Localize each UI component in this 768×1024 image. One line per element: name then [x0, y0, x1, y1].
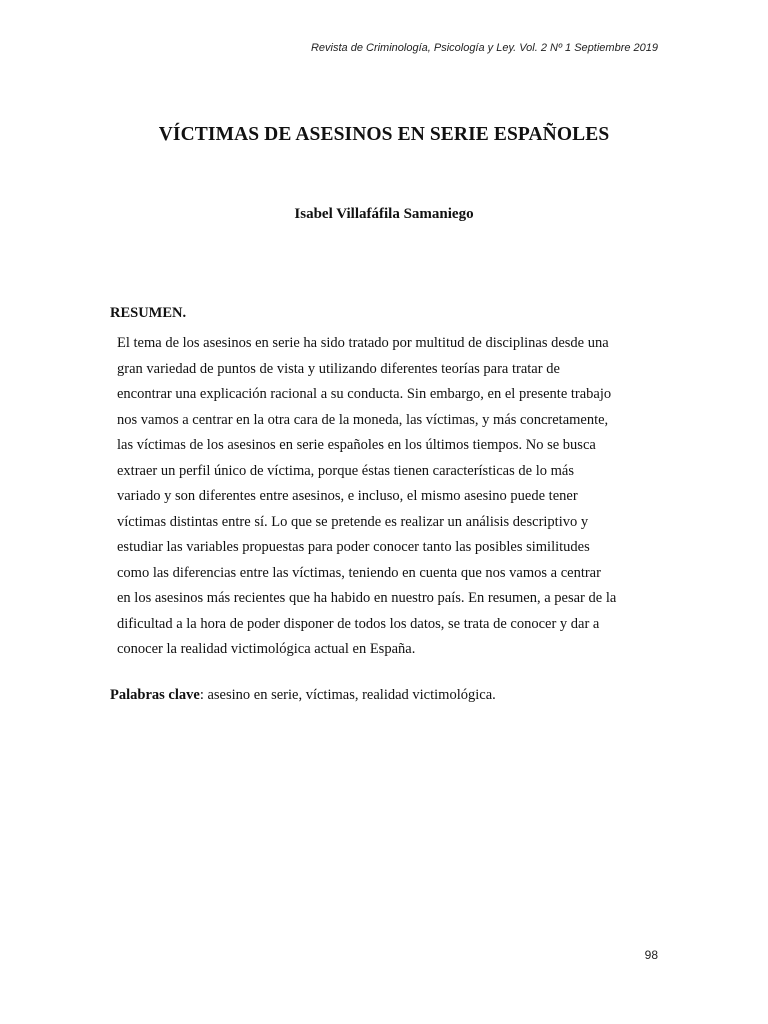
abstract-line: las víctimas de los asesinos en serie españoles en los últimos tiempos. No se busca [117, 437, 596, 453]
abstract-line: en los asesinos más recientes que ha habido en nuestro país. En resumen, a pesar de la [117, 590, 617, 606]
page-number: 98 [644, 948, 658, 962]
abstract-line: nos vamos a centrar en la otra cara de la moneda, las víctimas, y más concretamente, [117, 411, 609, 428]
abstract-line: gran variedad de puntos de vista y utilizando diferentes teorías para tratar de [117, 360, 560, 377]
keywords-text: : asesino en serie, víctimas, realidad victimológica. [199, 687, 496, 703]
journal-header: Revista de Criminología, Psicología y Ley. Vol. 2 Nº 1 Septiembre 2019 [310, 42, 658, 54]
abstract-line: El tema de los asesinos en serie ha sido tratado por multitud de disciplinas desde una [117, 335, 609, 351]
article-author: Isabel Villafáfila Samaniego [294, 206, 474, 222]
abstract-line: conocer la realidad victimológica actual en España. [117, 641, 416, 657]
abstract-body [117, 333, 657, 665]
abstract-line: estudiar las variables propuestas para poder conocer tanto las posibles similitudes [117, 539, 590, 555]
abstract-line: dificultad a la hora de poder disponer de todos los datos, se trata de conocer y dar a [117, 615, 600, 632]
abstract-heading: RESUMEN. [110, 305, 187, 321]
abstract-line: extraer un perfil único de víctima, porque éstas tienen características de lo más [117, 462, 574, 479]
abstract-line: variado y son diferentes entre asesinos, e incluso, el mismo asesino puede tener [117, 488, 578, 504]
abstract-line: como las diferencias entre las víctimas, teniendo en cuenta que nos vamos a centrar [117, 564, 601, 581]
abstract-line: víctimas distintas entre sí. Lo que se pretende es realizar un análisis descriptivo y [117, 513, 589, 530]
article-title: VÍCTIMAS DE ASESINOS EN SERIE ESPAÑOLES [158, 124, 610, 145]
keywords [110, 687, 496, 704]
keywords-label: Palabras clave [110, 687, 200, 703]
abstract-line: encontrar una explicación racional a su conducta. Sin embargo, en el presente trabajo [117, 386, 612, 402]
